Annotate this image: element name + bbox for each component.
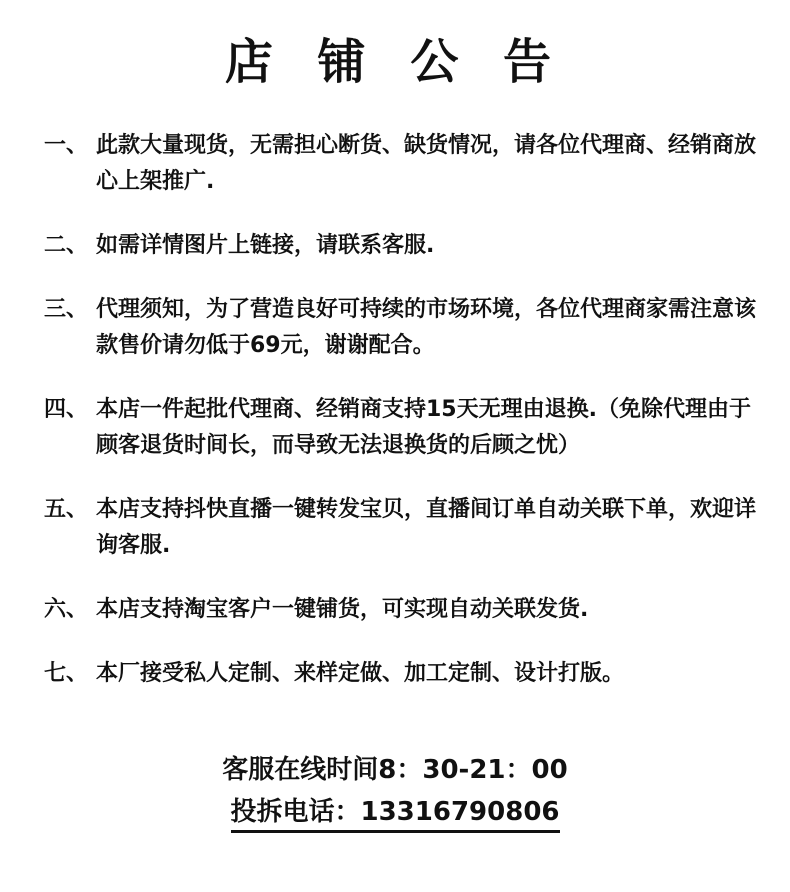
notice-number: 三、 bbox=[44, 297, 89, 322]
notice-item bbox=[44, 592, 764, 628]
complaint-phone: 投拆电话：13316790806 bbox=[231, 794, 560, 833]
notice-text: 本店支持抖快直播一键转发宝贝，直播间订单自动关联下单，欢迎详询客服. bbox=[96, 497, 757, 558]
notice-list bbox=[44, 128, 764, 720]
notice-number: 七、 bbox=[44, 661, 89, 686]
notice-item bbox=[44, 656, 764, 692]
service-hours: 客服在线时间8：30-21：00 bbox=[222, 755, 568, 785]
notice-text: 本店一件起批代理商、经销商支持15天无理由退换.（免除代理由于顾客退货时间长，而导致无法退换货的后顾之忧） bbox=[96, 397, 751, 458]
notice-item bbox=[44, 492, 764, 564]
notice-text: 本厂接受私人定制、来样定做、加工定制、设计打版。 bbox=[96, 661, 625, 686]
notice-item bbox=[44, 292, 764, 364]
notice-number: 一、 bbox=[44, 133, 89, 158]
notice-number: 六、 bbox=[44, 597, 89, 622]
notice-text: 此款大量现货，无需担心断货、缺货情况，请各位代理商、经销商放心上架推广. bbox=[96, 133, 757, 194]
notice-number: 四、 bbox=[44, 397, 89, 422]
notice-number: 五、 bbox=[44, 497, 89, 522]
notice-number: 二、 bbox=[44, 233, 89, 258]
notice-item bbox=[44, 392, 764, 464]
notice-item bbox=[44, 128, 764, 200]
notice-text: 本店支持淘宝客户一键铺货，可实现自动关联发货. bbox=[96, 597, 589, 622]
contact-footer bbox=[0, 750, 790, 833]
notice-item bbox=[44, 228, 764, 264]
notice-text: 代理须知，为了营造良好可持续的市场环境，各位代理商家需注意该款售价请勿低于69元，谢谢配合。 bbox=[96, 297, 757, 358]
notice-title: 店 铺 公 告 bbox=[224, 34, 566, 90]
notice-text: 如需详情图片上链接，请联系客服. bbox=[96, 233, 435, 258]
